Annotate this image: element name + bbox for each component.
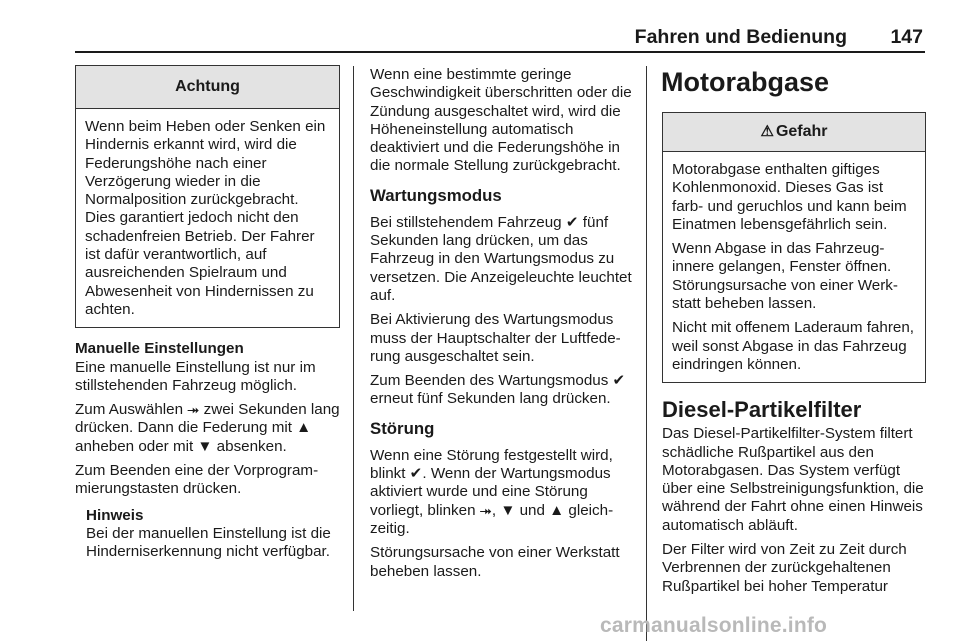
danger-paragraph-3: Nicht mit offenem Laderaum fahren, weil sonst Abgase in das Fahrzeug eindringen können. <box>672 319 914 373</box>
running-title: Fahren und Bedienung <box>634 26 847 48</box>
dpf-paragraph-2: Der Filter wird von Zeit zu Zeit durch Verbrennen der zurückgehaltenen Rußpartikel bei hoher Temperatur <box>662 541 907 595</box>
service-mode-paragraph-3: Zum Beenden des Wartungsmodus ✔ erneut fünf Sekunden lang drücken. <box>370 372 626 408</box>
danger-paragraph-1: Motorabgase enthalten giftiges Kohlenmonoxid. Dieses Gas ist farb- und geruchlos und kann beim Einatmen lebensgefährlich sein. <box>672 161 907 233</box>
watermark: carmanualsonline.info <box>600 614 828 637</box>
header-rule <box>75 51 925 53</box>
danger-title: Gefahr <box>775 123 828 140</box>
manual-settings-heading: Manuelle Einstellungen <box>75 340 244 358</box>
manual-settings-paragraph-1: Eine manuelle Einstellung ist nur im stillstehenden Fahrzeug möglich. <box>75 358 316 394</box>
column-1 <box>75 65 340 562</box>
danger-box <box>662 112 926 383</box>
dpf-heading: Diesel-Partikelfilter <box>662 397 862 423</box>
page-number: 147 <box>890 26 923 48</box>
note-block <box>86 507 340 562</box>
page-header <box>75 26 925 50</box>
column-2 <box>370 66 635 587</box>
danger-paragraph-2: Wenn Abgase in das Fahrzeuginnere gelangen, Fenster öffnen. Störungsursache von einer Werkstatt beheben lassen. <box>672 240 898 313</box>
fault-heading: Störung <box>370 418 435 438</box>
caution-box <box>75 65 340 328</box>
note-text: Bei der manuellen Einstellung ist die Hinderniserkennung nicht verfügbar. <box>86 524 331 561</box>
fault-paragraph-1: Wenn eine Störung festgestellt wird, blinkt ✔. Wenn der Wartungsmodus aktiviert wurde und eine Störung vorliegt, blinken ⯮, ▼ und ▲ gleichzeitig. <box>370 446 614 537</box>
height-adjust-paragraph: Wenn eine bestimmte geringe Geschwindigkeit überschritten oder die Zündung ausgeschaltet wird, wird die Höheneinstellung automatisch deaktiviert und die Federungshöhe in die normale Stellung zurückgebracht. <box>370 66 632 175</box>
fault-paragraph-2: Störungsursache von einer Werkstatt beheben lassen. <box>370 544 620 580</box>
danger-header <box>663 113 925 152</box>
dpf-paragraph-1: Das Diesel-Partikelfilter-System filtert schädliche Rußpartikel aus den Motorabgasen. Das System verfügt über eine Selbstreinigungsfunktion, die während der Fahrt ohne einen Hinweis automatisch abläuft. <box>662 425 924 534</box>
exhaust-heading: Motorabgase <box>661 67 830 97</box>
caution-title: Achtung <box>76 66 339 109</box>
service-mode-paragraph-2: Bei Aktivierung des Wartungsmodus muss der Hauptschalter der Luftfederung ausgeschaltet sein. <box>370 311 621 365</box>
service-mode-paragraph-1: Bei stillstehendem Fahrzeug ✔ fünf Sekunden lang drücken, um das Fahrzeug in den Wartungsmodus zu versetzen. Die Anzeigeleuchte leuchtet auf. <box>370 213 632 304</box>
service-mode-heading: Wartungsmodus <box>370 185 502 205</box>
note-title: Hinweis <box>86 506 144 524</box>
manual-settings-paragraph-3: Zum Beenden eine der Vorprogrammierungstasten drücken. <box>75 462 319 498</box>
warning-triangle-icon: ⚠ <box>760 123 774 140</box>
caution-text: Wenn beim Heben oder Senken ein Hindernis erkannt wird, wird die Federungshöhe nach einer Verzögerung wieder in die Normalposition zurückgebracht. Dies garantiert jedoch nicht den schadenfreien Betrieb. Der Fahrer ist dafür verantwortlich, auf ausreichenden Spielraum und Abwesenheit von Hindernissen zu achten. <box>85 118 326 318</box>
column-divider-2 <box>646 66 647 641</box>
column-divider-1 <box>353 66 354 611</box>
manual-settings-paragraph-2: Zum Auswählen ⯮ zwei Sekunden lang drücken. Dann die Federung mit ▲ anheben oder mit ▼ absenken. <box>75 401 340 455</box>
column-3 <box>662 66 926 602</box>
